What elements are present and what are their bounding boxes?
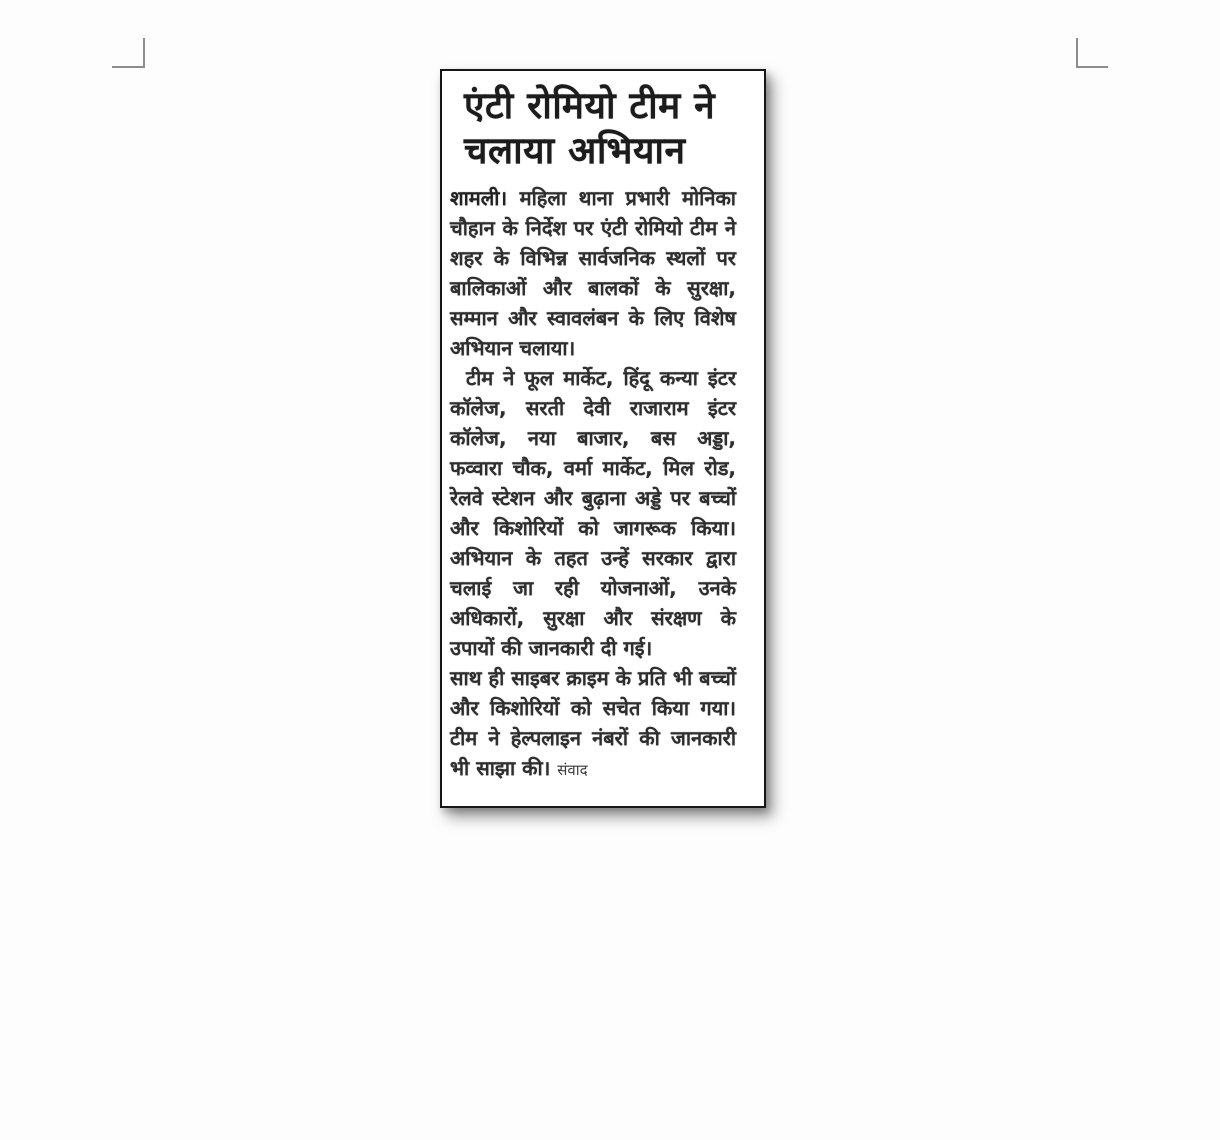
dateline: शामली। — [450, 186, 508, 210]
byline: संवाद — [557, 761, 588, 779]
paragraph-text: टीम ने फूल मार्केट, हिंदू कन्या इंटर कॉलेज, सरती देवी राजाराम इंटर कॉलेज, नया बाजार, बस अड्डा, फव्वारा चौक, वर्मा मार्केट, मिल रोड, रेलवे स्टेशन और बुढ़ाना अड्डे पर बच्चों और किशोरियों को जागरूक किया। अभियान के तहत उन्हें सरकार द्वारा चलाई जा रही योजनाओं, उनके अधिकारों, सुरक्षा और संरक्षण के उपायों की जानकारी दी गई। — [450, 366, 736, 660]
article-headline — [442, 71, 764, 177]
article-paragraph — [450, 663, 736, 785]
crop-mark-horizontal-line — [112, 66, 145, 68]
crop-mark-vertical-line — [1076, 38, 1078, 68]
article-paragraph — [450, 183, 736, 363]
article-body — [442, 177, 764, 785]
headline-line-1: एंटी रोमियो टीम ने — [464, 84, 716, 127]
headline-line-2: चलाया अभियान — [464, 129, 686, 172]
crop-mark-vertical-line — [143, 38, 145, 68]
paragraph-text: साथ ही साइबर क्राइम के प्रति भी बच्चों और किशोरियों को सचेत किया गया। टीम ने हेल्पलाइन नंबरों की जानकारी भी साझा की। — [450, 666, 736, 780]
newspaper-clipping — [440, 69, 766, 808]
paragraph-text: महिला थाना प्रभारी मोनिका चौहान के निर्देश पर एंटी रोमियो टीम ने शहर के विभिन्न सार्वजनिक स्थलों पर बालिकाओं और बालकों के सुरक्षा, सम्मान और स्वावलंबन के लिए विशेष अभियान चलाया। — [450, 186, 736, 360]
crop-mark-horizontal-line — [1076, 66, 1108, 68]
article-paragraph — [450, 363, 736, 663]
